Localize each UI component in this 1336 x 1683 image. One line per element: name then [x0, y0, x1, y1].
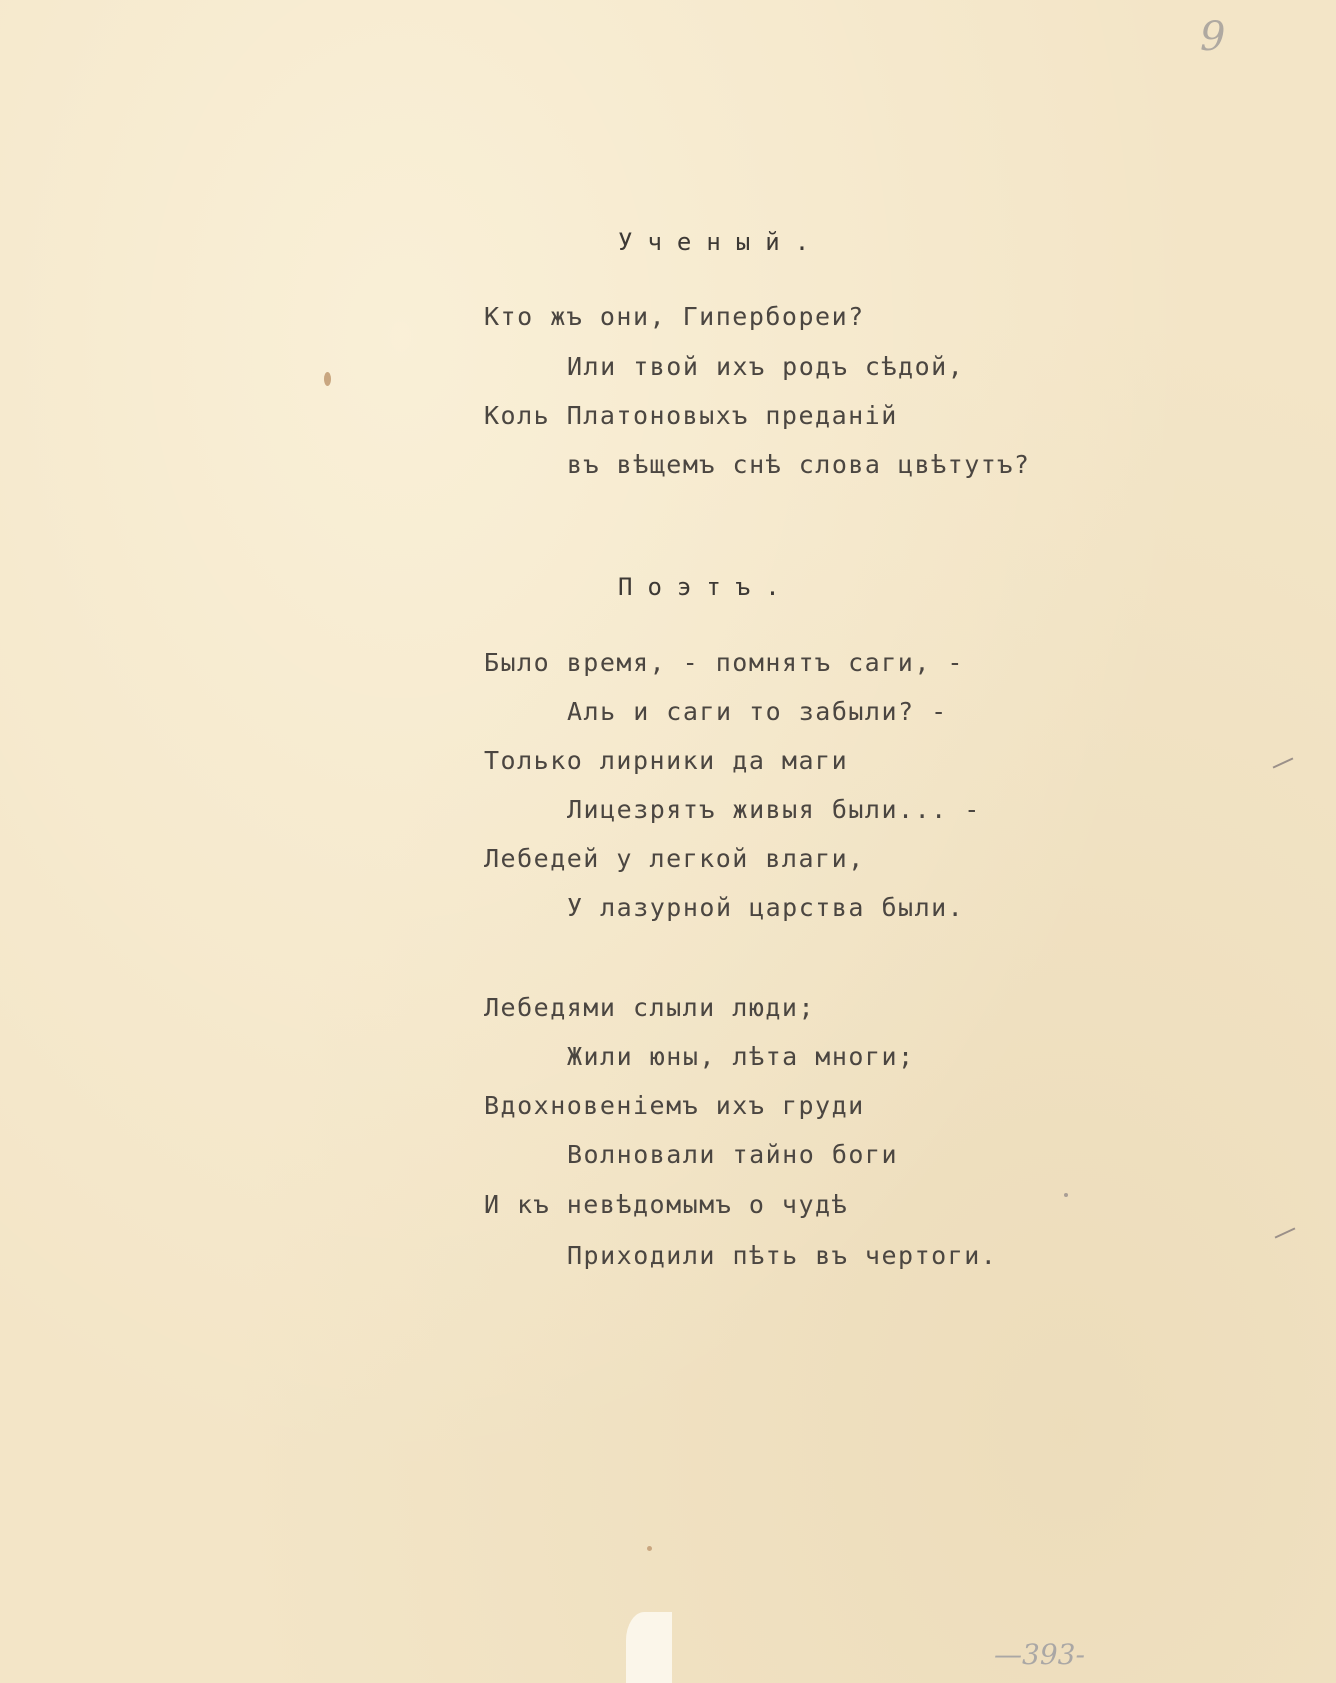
- poem-line: Вдохновеніемъ ихъ груди: [484, 1091, 865, 1120]
- section-heading-scholar: Ученый.: [618, 228, 825, 256]
- poem-line: Или твой ихъ родъ сѣдой,: [567, 352, 965, 381]
- poem-line: Кто жъ они, Гипербореи?: [484, 302, 865, 331]
- folio-number: 9: [1200, 14, 1226, 60]
- paper-speck: [647, 1546, 652, 1551]
- poem-line: И къ невѣдомымъ о чудѣ: [484, 1190, 849, 1219]
- torn-edge: [626, 1612, 672, 1683]
- poem-line: Только лирники да маги: [484, 746, 849, 775]
- poem-line: Лебедей у легкой влаги,: [484, 844, 865, 873]
- poem-line: У лазурной царства были.: [567, 893, 965, 922]
- poem-line: Коль Платоновыхъ преданій: [484, 401, 898, 430]
- poem-line: Лебедями слыли люди;: [484, 993, 816, 1022]
- paper-speck: [1064, 1193, 1068, 1197]
- poem-line: Лицезрятъ живыя были... -: [567, 795, 981, 824]
- poem-line: Жили юны, лѣта многи;: [567, 1042, 915, 1071]
- section-heading-poet: Поэтъ.: [618, 573, 795, 601]
- archive-page-number: —393-: [994, 1638, 1085, 1671]
- poem-line: Аль и саги то забыли? -: [567, 697, 948, 726]
- margin-tick: [1275, 1227, 1296, 1238]
- poem-line: Волновали тайно боги: [567, 1140, 899, 1169]
- poem-line: Было время, - помнятъ саги, -: [484, 648, 964, 677]
- poem-line: въ вѣщемъ снѣ слова цвѣтутъ?: [567, 450, 1031, 479]
- margin-tick: [1273, 757, 1294, 768]
- paper-speck: [324, 372, 331, 386]
- poem-line: Приходили пѣть въ чертоги.: [567, 1241, 998, 1270]
